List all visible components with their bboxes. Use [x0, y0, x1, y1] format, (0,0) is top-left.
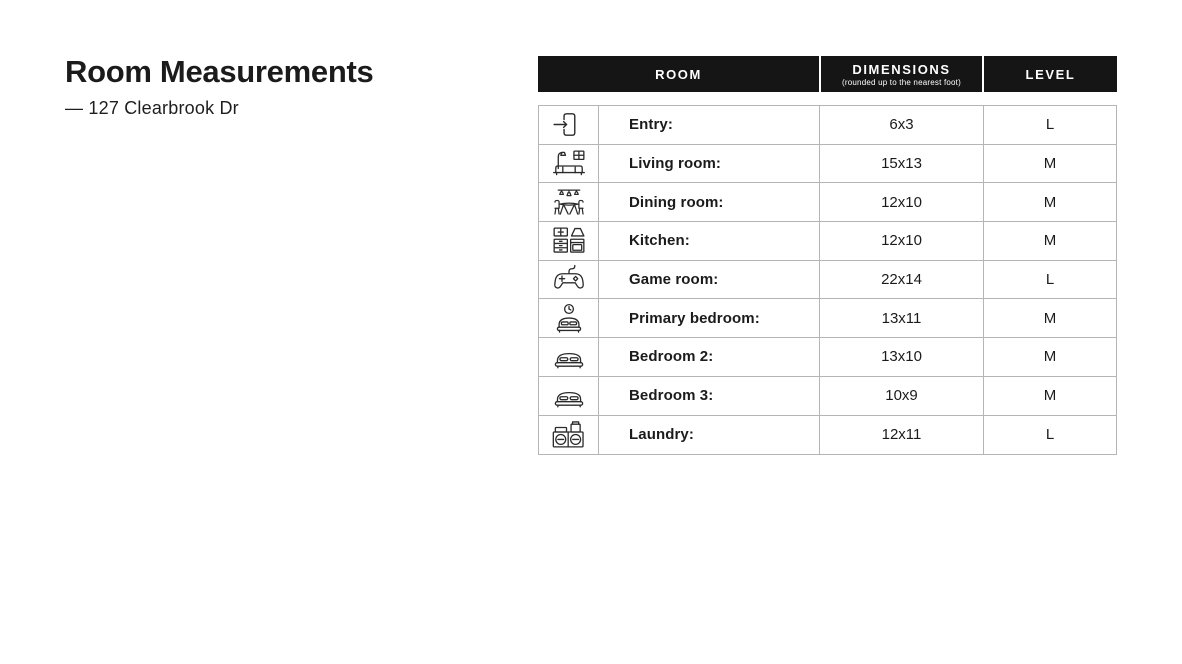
table-row — [539, 377, 1116, 416]
kitchen-icon — [549, 224, 589, 257]
header-room-label: ROOM — [655, 66, 702, 82]
room-level: M — [1043, 232, 1057, 250]
room-dimensions: 12x10 — [820, 222, 984, 260]
room-label: Living room: — [629, 155, 722, 173]
page-subtitle: — 127 Clearbrook Dr — [65, 98, 239, 119]
primary-bedroom-icon — [549, 302, 589, 335]
room-dimensions: 10x9 — [820, 377, 984, 415]
room-icon-cell — [539, 261, 599, 299]
room-label: Laundry: — [629, 426, 694, 444]
room-icon-cell — [539, 183, 599, 221]
room-level: L — [1045, 426, 1055, 444]
room-dimensions: 22x14 — [820, 261, 984, 299]
table-row — [539, 106, 1116, 145]
room-dimensions: 13x10 — [820, 338, 984, 376]
living-room-icon — [549, 147, 589, 180]
room-label: Primary bedroom: — [629, 309, 760, 327]
room-level: L — [1045, 116, 1055, 134]
table-row — [539, 145, 1116, 184]
table-row — [539, 416, 1116, 455]
header-dimensions — [819, 56, 984, 92]
header-level-label: LEVEL — [1025, 66, 1076, 82]
room-icon-cell — [539, 377, 599, 415]
bed-icon — [549, 340, 589, 373]
room-dimensions: 13x11 — [820, 299, 984, 337]
room-level: M — [1043, 387, 1057, 405]
room-label: Bedroom 2: — [629, 348, 714, 366]
table-row — [539, 183, 1116, 222]
room-label: Dining room: — [629, 193, 724, 211]
header-level — [984, 56, 1117, 92]
room-label: Game room: — [629, 271, 719, 289]
laundry-icon — [549, 418, 589, 451]
room-label: Kitchen: — [629, 232, 690, 250]
page-title: Room Measurements — [65, 54, 374, 89]
room-level: M — [1043, 193, 1057, 211]
room-label: Entry: — [629, 116, 673, 134]
table-row — [539, 222, 1116, 261]
bed-icon — [549, 379, 589, 412]
room-icon-cell — [539, 145, 599, 183]
entry-door-icon — [549, 108, 589, 141]
room-icon-cell — [539, 299, 599, 337]
room-dimensions: 15x13 — [820, 145, 984, 183]
room-dimensions: 12x11 — [820, 416, 984, 455]
room-icon-cell — [539, 338, 599, 376]
table-header — [538, 56, 1117, 92]
table-row — [539, 299, 1116, 338]
table-row — [539, 261, 1116, 300]
table-body — [538, 105, 1117, 455]
table-row — [539, 338, 1116, 377]
room-measurements-table — [538, 56, 1117, 455]
room-label: Bedroom 3: — [629, 387, 714, 405]
room-level: L — [1045, 271, 1055, 289]
dining-room-icon — [549, 186, 589, 219]
room-dimensions: 12x10 — [820, 183, 984, 221]
room-level: M — [1043, 155, 1057, 173]
header-dimensions-note: (rounded up to the nearest foot) — [842, 77, 961, 87]
room-icon-cell — [539, 416, 599, 455]
room-dimensions: 6x3 — [820, 106, 984, 144]
room-level: M — [1043, 309, 1057, 327]
room-level: M — [1043, 348, 1057, 366]
header-room — [538, 56, 819, 92]
header-dimensions-label: DIMENSIONS — [852, 61, 951, 77]
title-block — [65, 55, 373, 119]
room-icon-cell — [539, 106, 599, 144]
game-controller-icon — [549, 263, 589, 296]
room-icon-cell — [539, 222, 599, 260]
